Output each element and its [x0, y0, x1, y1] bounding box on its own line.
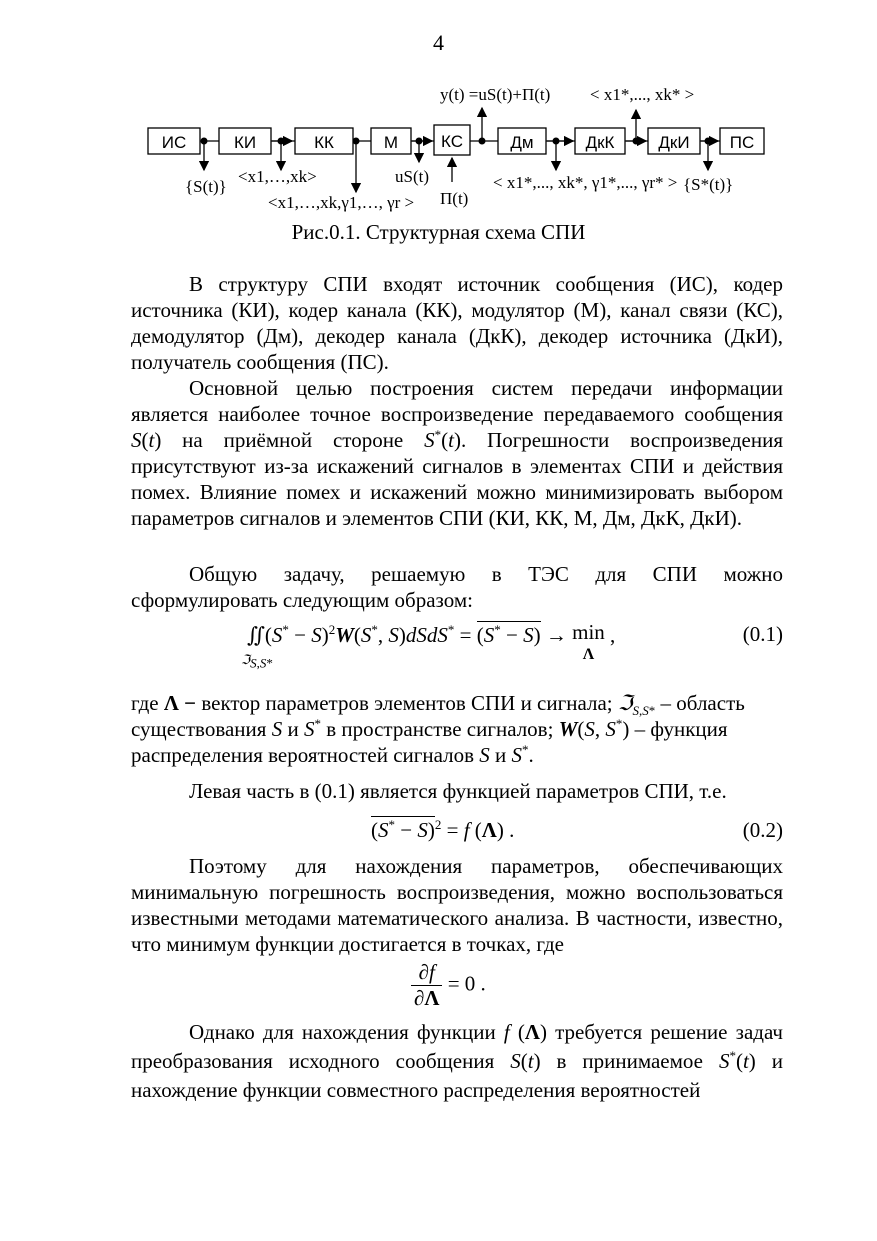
- svg-text:ПС: ПС: [729, 133, 755, 152]
- block-diagram: [0, 70, 877, 220]
- equation-derivative: $\frac{\partial f}{\partial\Lambda}$ = 0 .: [131, 960, 783, 1016]
- block-kk: [295, 128, 353, 154]
- svg-text:М: М: [383, 133, 399, 152]
- label-channel-output: y(t) =uS(t)+П(t): [440, 85, 551, 104]
- figure-caption: Рис.0.1. Структурная схема СПИ: [291, 220, 586, 244]
- paragraph-5: Левая часть в (0.1) является функцией параметров СПИ, т.е.: [189, 779, 727, 803]
- paragraph-1: В структуру СПИ входят источник сообщения (ИС), кодер источника (КИ), кодер канала (КК), модулятор (М), канал связи (КС), демодулятор (Дм), декодер канала (ДкК), декодер источника (ДкИ), получатель сообщения (ПС).: [131, 272, 783, 374]
- svg-text:Дм: Дм: [510, 133, 534, 152]
- label-decoded-seq: < x1*,..., xk* >: [590, 85, 695, 104]
- block-ps: [720, 128, 764, 154]
- block-dki: [648, 128, 700, 154]
- paragraph-6: Поэтому для нахождения параметров, обеспечивающих минимальную погрешность воспроизведения, можно воспользоваться известными методами математического анализа. В частности, известно, что минимум функции достигается в точках, где: [131, 854, 783, 956]
- svg-text:КК: КК: [314, 133, 334, 152]
- svg-text:ИС: ИС: [161, 133, 187, 152]
- page-number: 4: [433, 30, 444, 55]
- label-source-msg: {S(t)}: [185, 177, 227, 196]
- block-dm: [498, 128, 546, 154]
- label-source-code: <x1,…,xk>: [238, 167, 317, 186]
- block-ki: [219, 128, 271, 154]
- svg-text:ДкК: ДкК: [585, 133, 615, 152]
- block-is: [148, 128, 200, 154]
- paragraph-3: Общую задачу, решаемую в ТЭС для СПИ можно сформулировать следующим образом:: [131, 562, 783, 612]
- equation-number-0-1: (0.1): [742, 622, 783, 646]
- label-demod-out: < x1*,..., xk*, γ1*,..., γr* >: [493, 173, 678, 192]
- svg-text:КС: КС: [441, 132, 463, 151]
- block-ks: [434, 125, 470, 155]
- label-noise: П(t): [440, 189, 469, 208]
- equation-number-0-2: (0.2): [742, 818, 783, 842]
- label-signal: uS(t): [395, 167, 429, 186]
- equation-0-1: ∬(S* − S)$^2$W(S*, S)dSdS* = (S* − S) → min Λ , ℑ$_{S,S*}$ (0.1): [241, 620, 783, 671]
- svg-text:КИ: КИ: [233, 133, 257, 152]
- block-dkk: [575, 128, 625, 154]
- svg-text:ДкИ: ДкИ: [658, 133, 690, 152]
- paragraph-4: где Λ − вектор параметров элементов СПИ и сигнала; ℑ$_{S,S*}$ – область существования S и S* в пространстве сигналов; W(S, S*) – функция распределения вероятностей сигналов S и S*.: [131, 691, 745, 767]
- block-m: [371, 128, 411, 154]
- paragraph-7: Однако для нахождения функции f (Λ) требуется решение задач преобразования исходного сообщения S(t) в принимаемое S*(t) и нахождение функции совместного распределения вероятностей: [131, 1020, 783, 1102]
- label-channel-code: <x1,…,xk,γ1,…, γr >: [268, 193, 415, 212]
- label-received-msg: {S*(t)}: [683, 175, 734, 194]
- paragraph-2: Основной целью построения систем передачи информации является наиболее точное воспроизведение передаваемого сообщения S(t) на приёмной стороне S*(t). Погрешности воспроизведения присутствуют из-за искажений сигналов в элементах СПИ и действия помех. Влияние помех и искажений можно минимизировать выбором параметров сигналов и элементов СПИ (КИ, КК, М, Дм, ДкК, ДкИ).: [131, 376, 783, 530]
- equation-0-2: $(S^* - S)^2 = f$ (Λ) . (0.2): [371, 817, 783, 842]
